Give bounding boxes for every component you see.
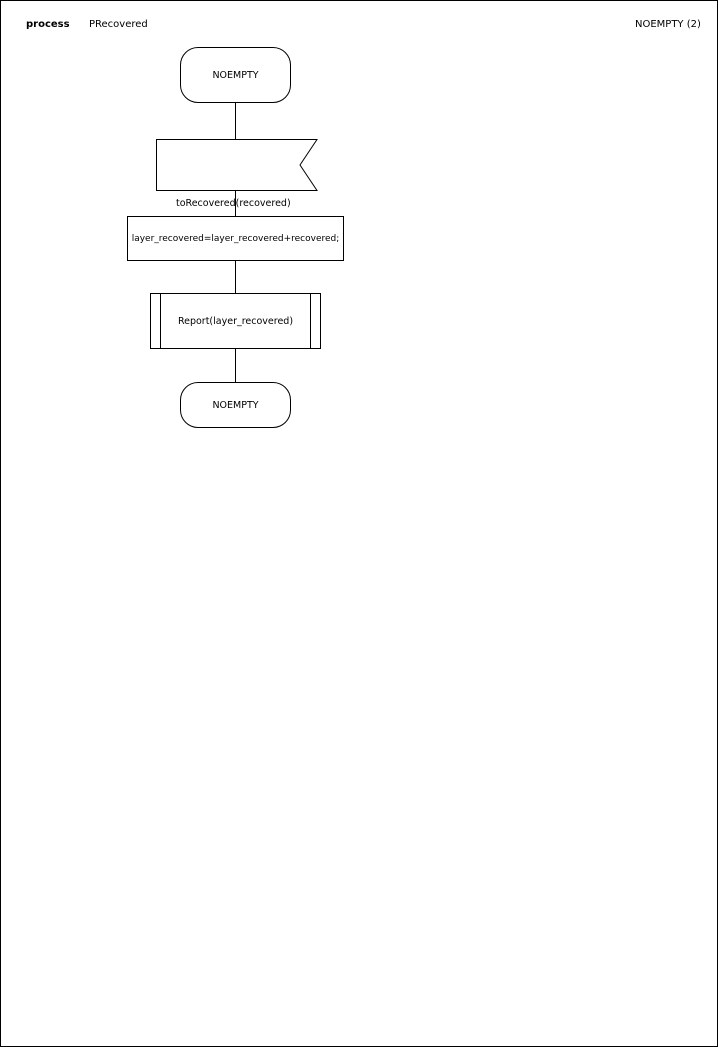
node-start-state[interactable]: [180, 47, 291, 103]
node-input-flag[interactable]: [156, 139, 318, 209]
header-page-label: NOEMPTY (2): [635, 19, 701, 30]
connector-input-to-task: [235, 191, 236, 216]
node-predefined-process[interactable]: [150, 293, 321, 349]
node-end-state-label: NOEMPTY: [212, 399, 259, 411]
predefined-process-right-bar: [310, 294, 311, 348]
header-keyword: process: [26, 19, 70, 30]
node-predefined-process-label: Report(layer_recovered): [177, 315, 294, 327]
connector-call-to-end: [235, 349, 236, 382]
node-assignment-task[interactable]: [127, 216, 344, 261]
node-input-flag-label: toRecovered(recovered): [176, 198, 291, 209]
connector-start-to-input: [235, 103, 236, 139]
header-process-name: PRecovered: [89, 19, 148, 30]
node-start-state-label: NOEMPTY: [212, 69, 259, 81]
node-assignment-task-label: layer_recovered=layer_recovered+recovered;: [131, 233, 340, 244]
predefined-process-left-bar: [160, 294, 161, 348]
connector-task-to-call: [235, 261, 236, 293]
node-end-state[interactable]: [180, 382, 291, 428]
